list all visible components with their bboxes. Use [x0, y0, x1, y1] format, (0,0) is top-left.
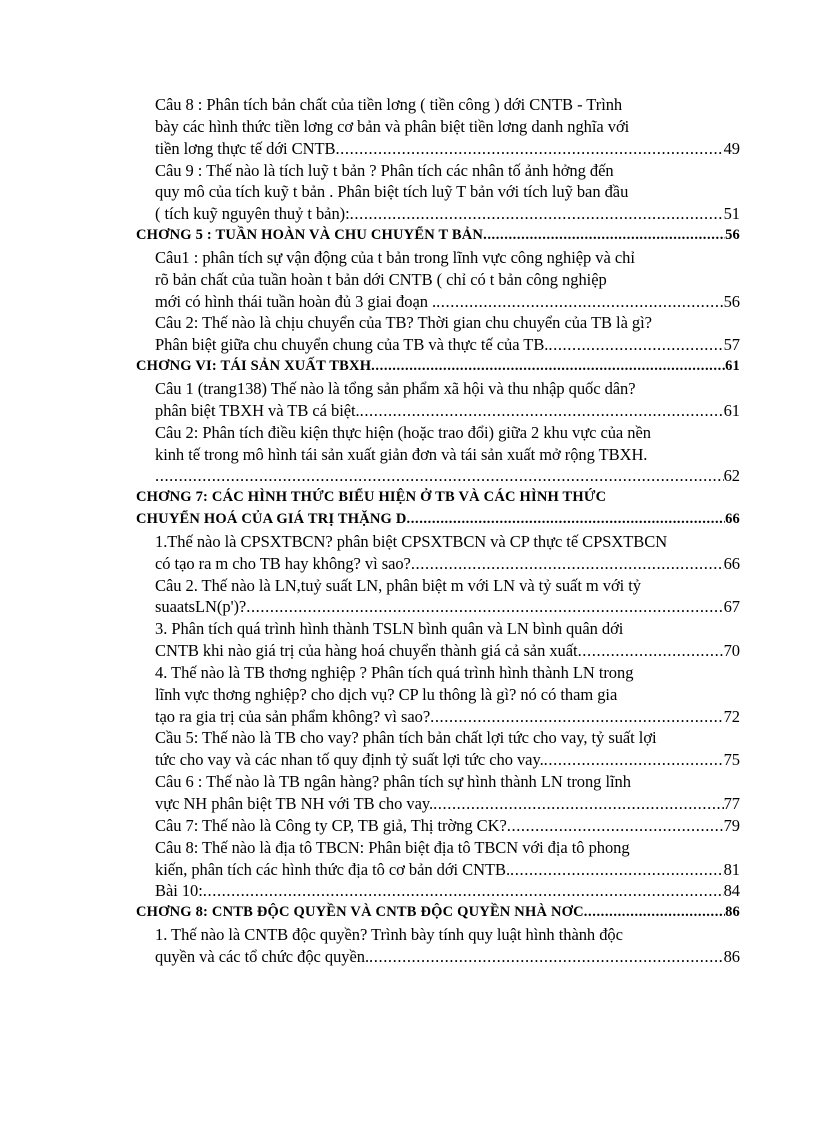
toc-entry	[136, 575, 740, 619]
toc-entry	[136, 247, 740, 313]
dot-leader	[584, 902, 725, 924]
dot-leader	[411, 553, 724, 575]
dot-leader	[436, 291, 724, 313]
toc-entry-leader-line	[155, 706, 740, 728]
toc-entry-text: 4. Thế nào là TB thơng nghiệp ? Phân tích quá trình hình thành LN trong	[155, 662, 634, 682]
toc-entry-leader-line	[155, 880, 740, 902]
dot-leader	[335, 138, 723, 160]
toc-entry	[136, 662, 740, 728]
toc-entry-leader-line	[155, 793, 740, 815]
toc-chapter-heading	[136, 225, 740, 247]
toc-entry-text: Câu 9 : Thế nào là tích luỹ t bản ? Phân tích các nhân tố ảnh hởng đến	[155, 160, 614, 180]
toc-entry	[136, 312, 740, 356]
dot-leader	[507, 815, 724, 837]
toc-entry-text: kiến, phân tích các hình thức địa tô cơ bản dới CNTB.	[155, 859, 511, 879]
toc-entry-text: 3. Phân tích quá trình hình thành TSLN bình quân và LN bình quân dới	[155, 619, 624, 639]
page-number: 61	[725, 358, 740, 375]
page-number: 49	[723, 138, 740, 158]
toc-entry	[136, 618, 740, 662]
toc-entry	[136, 837, 740, 881]
toc-entry-leader-line	[155, 946, 740, 968]
dot-leader	[407, 509, 726, 531]
toc-entry-text: quyền và các tổ chức độc quyền.	[155, 946, 370, 966]
page-number: 56	[723, 291, 740, 311]
toc-entry-text: tức cho vay và các nhan tố quy định tỷ suất lợi tức cho vay.	[155, 750, 544, 770]
page-number: 51	[723, 204, 740, 224]
toc-entry-leader-line	[155, 859, 740, 881]
toc-entry	[136, 880, 740, 902]
toc-entry-text: Câu1 : phân tích sự vận động của t bản trong lĩnh vực công nghiệp và chỉ	[155, 247, 635, 267]
dot-leader	[246, 596, 723, 618]
toc-entry-leader-line	[136, 225, 740, 247]
toc-entry-text: Câu 2. Thế nào là LN,tuỷ suất LN, phân biệt m với LN và tỷ suất m với tỷ	[155, 575, 642, 595]
page-number: 86	[723, 946, 740, 966]
dot-leader	[544, 749, 724, 771]
toc-entry-text: 1.Thế nào là CPSXTBCN? phân biệt CPSXTBCN và CP thực tế CPSXTBCN	[155, 531, 668, 551]
page-number: 79	[723, 815, 740, 835]
toc-chapter-heading	[136, 902, 740, 924]
toc-entry-text: suaatsLN(p')?	[155, 597, 247, 617]
toc-entry-text: bày các hình thức tiền lơng cơ bản và phân biệt tiền lơng danh nghĩa với	[155, 116, 630, 136]
page-number: 57	[723, 335, 740, 355]
toc-entry-text: Phân biệt giữa chu chuyển chung của TB và thực tế của TB.	[155, 335, 549, 355]
dot-leader	[350, 203, 724, 225]
dot-leader	[510, 859, 724, 881]
dot-leader	[483, 225, 725, 247]
toc-chapter-heading	[136, 487, 740, 531]
toc-entry-text: Câu 2: Phân tích điều kiện thực hiện (hoặc trao đổi) giữa 2 khu vực của nền	[155, 422, 651, 442]
toc-entry-text: Câu 2: Thế nào là chịu chuyển của TB? Thời gian chu chuyển của TB là gì?	[155, 313, 652, 333]
toc-entry	[136, 727, 740, 771]
toc-entry-text: CNTB khi nào giá trị của hàng hoá chuyển thành giá cả sản xuất	[155, 641, 578, 661]
toc-entry-text: 1. Thế nào là CNTB độc quyền? Trình bày tính quy luật hình thành độc	[155, 925, 623, 945]
toc-entry	[136, 422, 740, 488]
toc-entry-leader-line	[155, 553, 740, 575]
dot-leader	[369, 946, 724, 968]
toc-entry-leader-line	[136, 902, 740, 924]
dot-leader	[203, 880, 724, 902]
toc-entry	[136, 924, 740, 968]
toc-entry	[136, 160, 740, 226]
page-number: 61	[723, 400, 740, 420]
page-number: 66	[723, 553, 740, 573]
toc-entry-leader-line	[155, 815, 740, 837]
toc-entry-leader-line	[155, 400, 740, 422]
toc-entry-text: Câu 6 : Thế nào là TB ngân hàng? phân tích sự hình thành LN trong lĩnh	[155, 772, 631, 792]
table-of-contents	[136, 94, 740, 968]
toc-entry-text: kinh tế trong mô hình tái sản xuất giản đơn và tái sản xuất mở rộng TBXH.	[155, 444, 648, 464]
page-number: 75	[723, 750, 740, 770]
toc-entry-text: Cầu 5: Thế nào là TB cho vay? phân tích bản chất lợi tức cho vay, tỷ suất lợi	[155, 728, 657, 748]
toc-entry-text: phân biệt TBXH và TB cá biệt.	[155, 400, 360, 420]
page-number: 70	[723, 641, 740, 661]
toc-entry-text: Câu 1 (trang138) Thế nào là tổng sản phẩm xã hội và thu nhập quốc dân?	[155, 378, 636, 398]
toc-entry-leader-line	[155, 749, 740, 771]
dot-leader	[360, 400, 724, 422]
toc-entry-leader-line	[155, 334, 740, 356]
toc-entry-text: Câu 7: Thế nào là Công ty CP, TB giả, Thị trờng CK?	[155, 815, 507, 835]
page-number: 81	[723, 859, 740, 879]
toc-entry-leader-line	[136, 509, 740, 531]
page-number: 62	[723, 466, 740, 486]
dot-leader	[155, 465, 724, 487]
toc-entry-text: mới có hình thái tuần hoàn đủ 3 giai đoạn .	[155, 291, 437, 311]
toc-entry-text: rõ bản chất của tuần hoàn t bản dới CNTB ( chỉ có t bản công nghiệp	[155, 269, 607, 289]
toc-entry-text: ( tích kuỹ nguyên thuỷ t bản):	[155, 204, 350, 224]
page-number: 77	[723, 794, 740, 813]
toc-entry	[136, 815, 740, 837]
toc-entry-text: lĩnh vực thơng nghiệp? cho dịch vụ? CP lu thông là gì? nó có tham gia	[155, 684, 618, 704]
toc-entry-text: CHƠNG VI: TÁI SẢN XUẤT TBXH	[136, 358, 372, 375]
toc-entry	[136, 531, 740, 575]
toc-entry-text: Câu 8: Thế nào là địa tô TBCN: Phân biệt địa tô TBCN với địa tô phong	[155, 837, 630, 857]
toc-entry-text: CHƠNG 7: CÁC HÌNH THỨC BIỂU HIỆN Ở TB VÀ CÁC HÌNH THỨC	[136, 489, 607, 506]
page-number: 86	[725, 904, 740, 921]
toc-entry-text: quy mô của tích kuỹ t bản . Phân biệt tích luỹ T bản với tích luỹ ban đầu	[155, 182, 629, 202]
toc-entry-leader-line	[155, 596, 740, 618]
toc-entry-leader-line	[155, 203, 740, 225]
dot-leader	[578, 640, 724, 662]
dot-leader	[430, 706, 723, 728]
dot-leader	[433, 793, 724, 815]
dot-leader	[548, 334, 723, 356]
toc-entry-text: có tạo ra m cho TB hay không? vì sao?	[155, 553, 411, 573]
toc-chapter-heading	[136, 356, 740, 378]
toc-entry-leader-line	[155, 291, 740, 313]
toc-entry-text: CHUYỂN HOÁ CỦA GIÁ TRỊ THẶNG D	[136, 511, 407, 528]
toc-entry-text: vực NH phân biệt TB NH với TB cho vay.	[155, 794, 434, 813]
toc-entry-leader-line	[155, 138, 740, 160]
dot-leader	[371, 356, 725, 378]
toc-entry-text: Bài 10:	[155, 881, 203, 901]
page-number: 67	[723, 597, 740, 617]
toc-entry-text: tạo ra gia trị của sản phẩm không? vì sao?	[155, 706, 431, 726]
toc-entry-leader-line	[155, 640, 740, 662]
toc-entry-text: CHƠNG 8: CNTB ĐỘC QUYỀN VÀ CNTB ĐỘC QUYỀN NHÀ NƠC	[136, 904, 584, 921]
toc-entry-leader-line	[155, 465, 740, 487]
toc-entry-text: Câu 8 : Phân tích bản chất của tiền lơng ( tiền công ) dới CNTB - Trình	[155, 95, 623, 114]
toc-entry-text: CHƠNG 5 : TUẦN HOÀN VÀ CHU CHUYỂN T BẢN	[136, 227, 484, 244]
page-number: 72	[723, 706, 740, 726]
page-number: 84	[723, 881, 740, 901]
page-number: 56	[725, 227, 740, 244]
page-number: 66	[725, 511, 740, 528]
toc-entry	[136, 378, 740, 422]
toc-entry	[136, 771, 740, 815]
toc-entry-leader-line	[136, 356, 740, 378]
toc-entry	[136, 94, 740, 160]
toc-entry-text: tiền lơng thực tế dới CNTB	[155, 138, 336, 158]
